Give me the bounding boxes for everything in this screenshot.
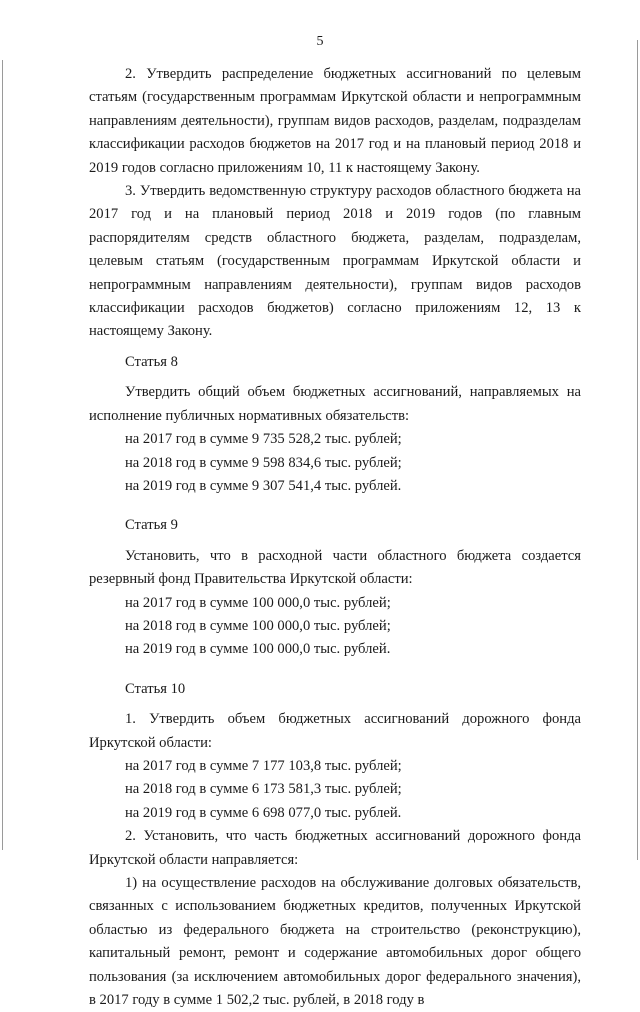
- paragraph-3-departmental: 3. Утвердить ведомственную структуру расходов областного бюджета на 2017 год и на плановый период 2018 и 2019 годов (по главным распорядителям средств областного бюджета, разделам, подразделам, целевым статьям (государственным программам Иркутской области и непрограммным направлениям деятельности), группам видов расходов классификации расходов бюджетов) согласно приложениям 12, 13 к настоящему Закону.: [89, 183, 581, 340]
- article-10-p2-item-1: 1) на осуществление расходов на обслуживание долговых обязательств, связанных с использованием бюджетных кредитов, полученных Иркутской областью из федерального бюджета на строительство (реконструкцию), капитальный ремонт, ремонт и содержание автомобильных дорог общего пользования (за исключением автомобильных дорог федерального значения), в 2017 году в сумме 1 502,2 тыс. рублей, в 2018 году в: [89, 875, 581, 1009]
- article-10-amount-2018: на 2018 год в сумме 6 173 581,3 тыс. рублей;: [125, 781, 402, 798]
- right-scan-edge: [637, 40, 638, 860]
- article-10-heading: Статья 10: [125, 680, 186, 697]
- paragraph-2-distribution: 2. Утвердить распределение бюджетных ассигнований по целевым статьям (государственным программам Иркутской области и непрограммным направлениям деятельности), группам видов расходов, разделам, подразделам классификации расходов бюджетов на 2017 год и на плановый период 2018 и 2019 годов согласно приложениям 10, 11 к настоящему Закону.: [89, 66, 581, 176]
- article-10-amount-2017: на 2017 год в сумме 7 177 103,8 тыс. рублей;: [125, 757, 402, 774]
- article-9-heading: Статья 9: [125, 517, 178, 534]
- left-scan-edge: [2, 60, 3, 850]
- page-number: 5: [316, 34, 324, 49]
- article-9-amount-2019: на 2019 год в сумме 100 000,0 тыс. рублей.: [125, 641, 391, 658]
- article-9-amount-2017: на 2017 год в сумме 100 000,0 тыс. рублей;: [125, 594, 391, 611]
- article-10-p2-intro: 2. Установить, что часть бюджетных ассигнований дорожного фонда Иркутской области направляется:: [89, 828, 581, 868]
- article-8-heading: Статья 8: [125, 353, 178, 370]
- article-9-intro: Установить, что в расходной части областного бюджета создается резервный фонд Правительства Иркутской области:: [89, 547, 581, 588]
- article-9-amount-2018: на 2018 год в сумме 100 000,0 тыс. рублей;: [125, 617, 391, 634]
- article-10-amount-2019: на 2019 год в сумме 6 698 077,0 тыс. рублей.: [125, 804, 402, 821]
- article-8-amount-2018: на 2018 год в сумме 9 598 834,6 тыс. рублей;: [125, 454, 402, 471]
- article-8-intro: Утвердить общий объем бюджетных ассигнований, направляемых на исполнение публичных нормативных обязательств:: [89, 384, 581, 424]
- article-8-amount-2019: на 2019 год в сумме 9 307 541,4 тыс. рублей.: [125, 477, 402, 494]
- document-body: [89, 63, 581, 1012]
- article-8-amount-2017: на 2017 год в сумме 9 735 528,2 тыс. рублей;: [125, 431, 402, 448]
- article-10-p1-intro: 1. Утвердить объем бюджетных ассигнований дорожного фонда Иркутской области:: [89, 711, 581, 751]
